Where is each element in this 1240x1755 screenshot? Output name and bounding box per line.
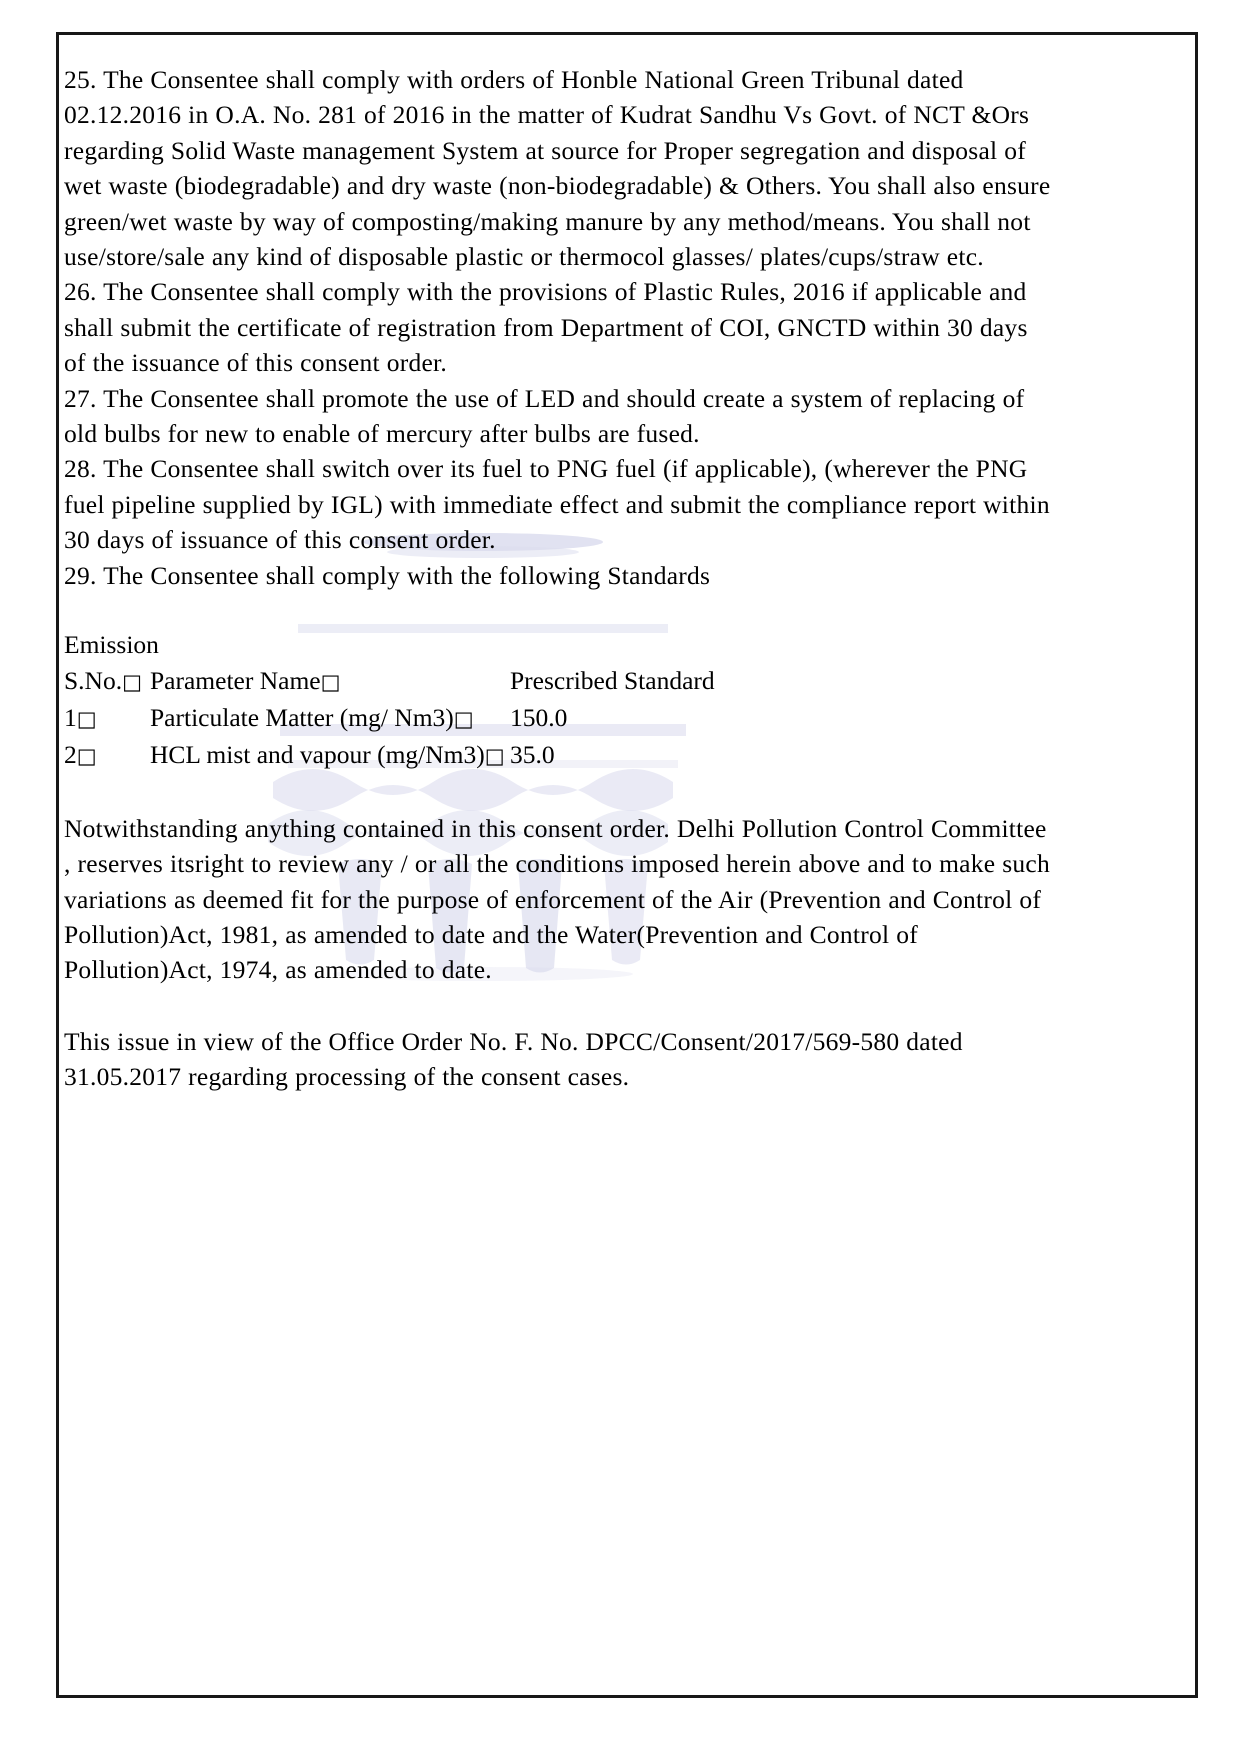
row-parameter-value: HCL mist and vapour (mg/Nm3): [150, 740, 485, 770]
document-body: [64, 62, 1054, 1095]
spacer-before-office-order: [64, 988, 1054, 1024]
office-order-paragraph: This issue in view of the Office Order No. F. No. DPCC/Consent/2017/569-580 dated 31.05.2017 regarding processing of the consent cases.: [64, 1026, 963, 1092]
tofu-glyph-icon: □: [76, 744, 97, 769]
row-cell-prescribed: 35.0: [510, 740, 555, 770]
tofu-glyph-icon: □: [122, 669, 142, 694]
header-sno-label: S.No.: [64, 665, 123, 695]
table-header-row: [64, 663, 715, 700]
row-cell-sno: [64, 737, 150, 774]
clause-29: 29. The Consentee shall comply with the following Standards: [64, 560, 711, 590]
tofu-glyph-icon: □: [484, 744, 505, 769]
clause-25: 25. The Consentee shall comply with orders of Honble National Green Tribunal dated 02.12.2016 in O.A. No. 281 of 2016 in the matter of Kudrat Sandhu Vs Govt. of NCT &Ors regarding Solid Waste management System at source for Proper segregation and disposal of wet waste (biodegradable) and dry waste (non-biodegradable) & Others. You shall also ensure green/wet waste by way of composting/making manure by any method/means. You shall not use/store/sale any kind of disposable plastic or thermocol glasses/ plates/cups/straw etc.: [64, 65, 1051, 272]
emission-standards-table: [64, 663, 715, 775]
row-cell-sno: [64, 700, 150, 737]
row-cell-parameter: [150, 737, 510, 774]
tofu-glyph-icon: □: [76, 706, 97, 731]
tofu-glyph-icon: □: [453, 706, 474, 731]
header-parameter-label: Parameter Name: [150, 665, 321, 695]
clause-28: 28. The Consentee shall switch over its fuel to PNG fuel (if applicable), (wherever the PNG fuel pipeline supplied by IGL) with immediate effect and submit the compliance report within 30 days of issuance of this consent order.: [64, 454, 1050, 555]
header-cell-prescribed: Prescribed Standard: [510, 665, 715, 695]
row-parameter-value: Particulate Matter (mg/ Nm3): [150, 702, 454, 732]
header-cell-parameter: [150, 663, 510, 700]
row-cell-prescribed: 150.0: [510, 702, 568, 732]
row-sno-value: 1: [64, 702, 77, 732]
table-row: [64, 737, 715, 774]
row-cell-parameter: [150, 700, 510, 737]
reservation-paragraph: Notwithstanding anything contained in this consent order. Delhi Pollution Control Committee , reserves itsright to review any / or all the conditions imposed herein above and to make such variations as deemed fit for the purpose of enforcement of the Air (Prevention and Control of Pollution)Act, 1981, as amended to date and the Water(Prevention and Control of Pollution)Act, 1974, as amended to date.: [64, 813, 1050, 985]
spacer-before-reservation: [64, 775, 1054, 811]
clause-26: 26. The Consentee shall comply with the provisions of Plastic Rules, 2016 if applicable and shall submit the certificate of registration from Department of COI, GNCTD within 30 days of the issuance of this consent order.: [64, 277, 1028, 378]
spacer-before-standards: [64, 593, 1054, 627]
header-cell-sno: [64, 663, 150, 700]
row-sno-value: 2: [64, 740, 77, 770]
tofu-glyph-icon: □: [320, 669, 341, 694]
clause-27: 27. The Consentee shall promote the use of LED and should create a system of replacing of old bulbs for new to enable of mercury after bulbs are fused.: [64, 383, 1025, 449]
emission-section-title: Emission: [64, 630, 159, 660]
table-row: [64, 700, 715, 737]
